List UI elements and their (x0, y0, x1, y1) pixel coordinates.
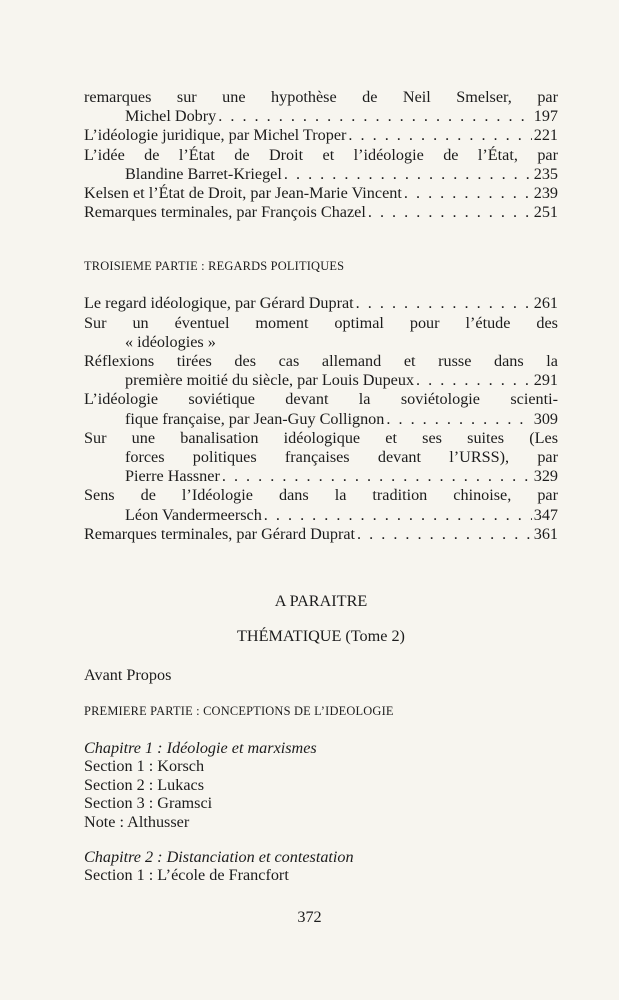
toc-entry (84, 525, 558, 544)
toc-entry-line (84, 467, 558, 486)
leader-dots (348, 126, 531, 145)
toc-entry (84, 294, 558, 313)
toc-entry-line: Sur une banalisation idéologique et ses suites (Les (84, 428, 558, 447)
toc-entry-text: Pierre Hassner (125, 467, 220, 486)
toc-entry-line: Réflexions tirées des cas allemand et russe dans la (84, 352, 558, 371)
toc-entry-line: forces politiques françaises devant l’URSS), par (125, 448, 558, 467)
toc-entry-line (84, 203, 558, 222)
part1-heading: PREMIERE PARTIE : CONCEPTIONS DE L’IDEOLOGIE (84, 703, 394, 718)
chapter1-title: Chapitre 1 : Idéologie et marxismes (84, 738, 317, 757)
toc-entry (84, 314, 558, 352)
toc-entry-text: première moitié du siècle, par Louis Dupeux (125, 371, 415, 390)
toc-entry-line (84, 333, 558, 352)
leader-dots (218, 107, 531, 126)
chapter-item: Section 1 : L’école de Francfort (84, 866, 289, 885)
toc-entry-text: Michel Dobry (125, 107, 217, 126)
leader-dots (404, 184, 532, 203)
leader-dots (222, 467, 532, 486)
toc-entry (84, 88, 558, 126)
leader-dots (356, 294, 532, 313)
page-number: 361 (533, 524, 558, 543)
toc-entry (84, 146, 558, 184)
leader-dots (264, 506, 532, 525)
chapter-item: Section 2 : Lukacs (84, 775, 205, 794)
page-number: 197 (533, 107, 558, 126)
leader-dots (368, 203, 532, 222)
leader-dots (416, 371, 532, 390)
toc-entry-text: L’idéologie juridique, par Michel Troper (84, 126, 347, 145)
toc-entry-line: Sur un éventuel moment optimal pour l’étude des (84, 313, 558, 332)
toc-entry-line: L’idéologie soviétique devant la soviétologie scienti- (84, 390, 558, 409)
toc-entry (84, 352, 558, 390)
toc-entry-line: remarques sur une hypothèse de Neil Smelser, par (84, 88, 558, 106)
toc-entry (84, 429, 558, 487)
leader-dots (357, 525, 532, 544)
page-number: 251 (533, 203, 558, 222)
chapter-item: Section 1 : Korsch (84, 757, 205, 776)
forthcoming-subtitle: THÉMATIQUE (Tome 2) (237, 627, 405, 646)
leader-dots (386, 410, 531, 429)
page-number: 347 (533, 505, 558, 524)
toc-entry-line (84, 107, 558, 126)
page-number: 329 (533, 467, 558, 486)
toc-entry-line (84, 126, 558, 145)
toc-entry-text: Remarques terminales, par Gérard Duprat (84, 524, 356, 543)
page-number: 309 (533, 409, 558, 428)
toc-entry-line (84, 506, 558, 525)
leader-dots (284, 165, 532, 184)
toc-entry-line (84, 184, 558, 203)
toc-entry-text: fique française, par Jean-Guy Collignon (125, 409, 385, 428)
toc-entry-line (84, 410, 558, 429)
toc-entry-line (84, 371, 558, 390)
toc-entry-text: Remarques terminales, par François Chazel (84, 203, 366, 222)
toc-entry (84, 126, 558, 145)
toc-entry-line: Sens de l’Idéologie dans la tradition chinoise, par (84, 486, 558, 505)
page-number: 291 (533, 371, 558, 390)
toc-entry-line (84, 294, 558, 313)
toc-entry (84, 184, 558, 203)
toc-entry-line (84, 525, 558, 544)
toc-entry-text: Blandine Barret-Kriegel (125, 164, 282, 183)
page-number: 239 (533, 184, 558, 203)
toc-entry-text: Léon Vandermeersch (125, 505, 262, 524)
toc-entry-line: L’idée de l’État de Droit et l’idéologie de l’État, par (84, 145, 558, 164)
chapter-item: Note : Althusser (84, 813, 190, 832)
chapter-item: Section 3 : Gramsci (84, 794, 213, 813)
forthcoming-title: A PARAITRE (274, 592, 368, 611)
toc-entry-text: « idéologies » (125, 332, 216, 351)
toc-entry-text: Le regard idéologique, par Gérard Duprat (84, 294, 354, 313)
page-number: 221 (533, 126, 558, 145)
chapter2-title: Chapitre 2 : Distanciation et contestation (84, 847, 354, 866)
toc-part2-tail (84, 88, 558, 222)
page-number: 235 (533, 164, 558, 183)
toc-entry-text: Kelsen et l’État de Droit, par Jean-Marie Vincent (84, 184, 402, 203)
toc-part3 (84, 294, 558, 544)
foreword: Avant Propos (84, 666, 172, 685)
page-folio: 372 (297, 908, 322, 926)
toc-entry-line (84, 165, 558, 184)
toc-entry (84, 486, 558, 524)
page-body (84, 88, 558, 885)
page-number: 261 (533, 294, 558, 313)
toc-entry (84, 203, 558, 222)
part3-heading: TROISIEME PARTIE : REGARDS POLITIQUES (84, 259, 345, 274)
toc-entry (84, 390, 558, 428)
